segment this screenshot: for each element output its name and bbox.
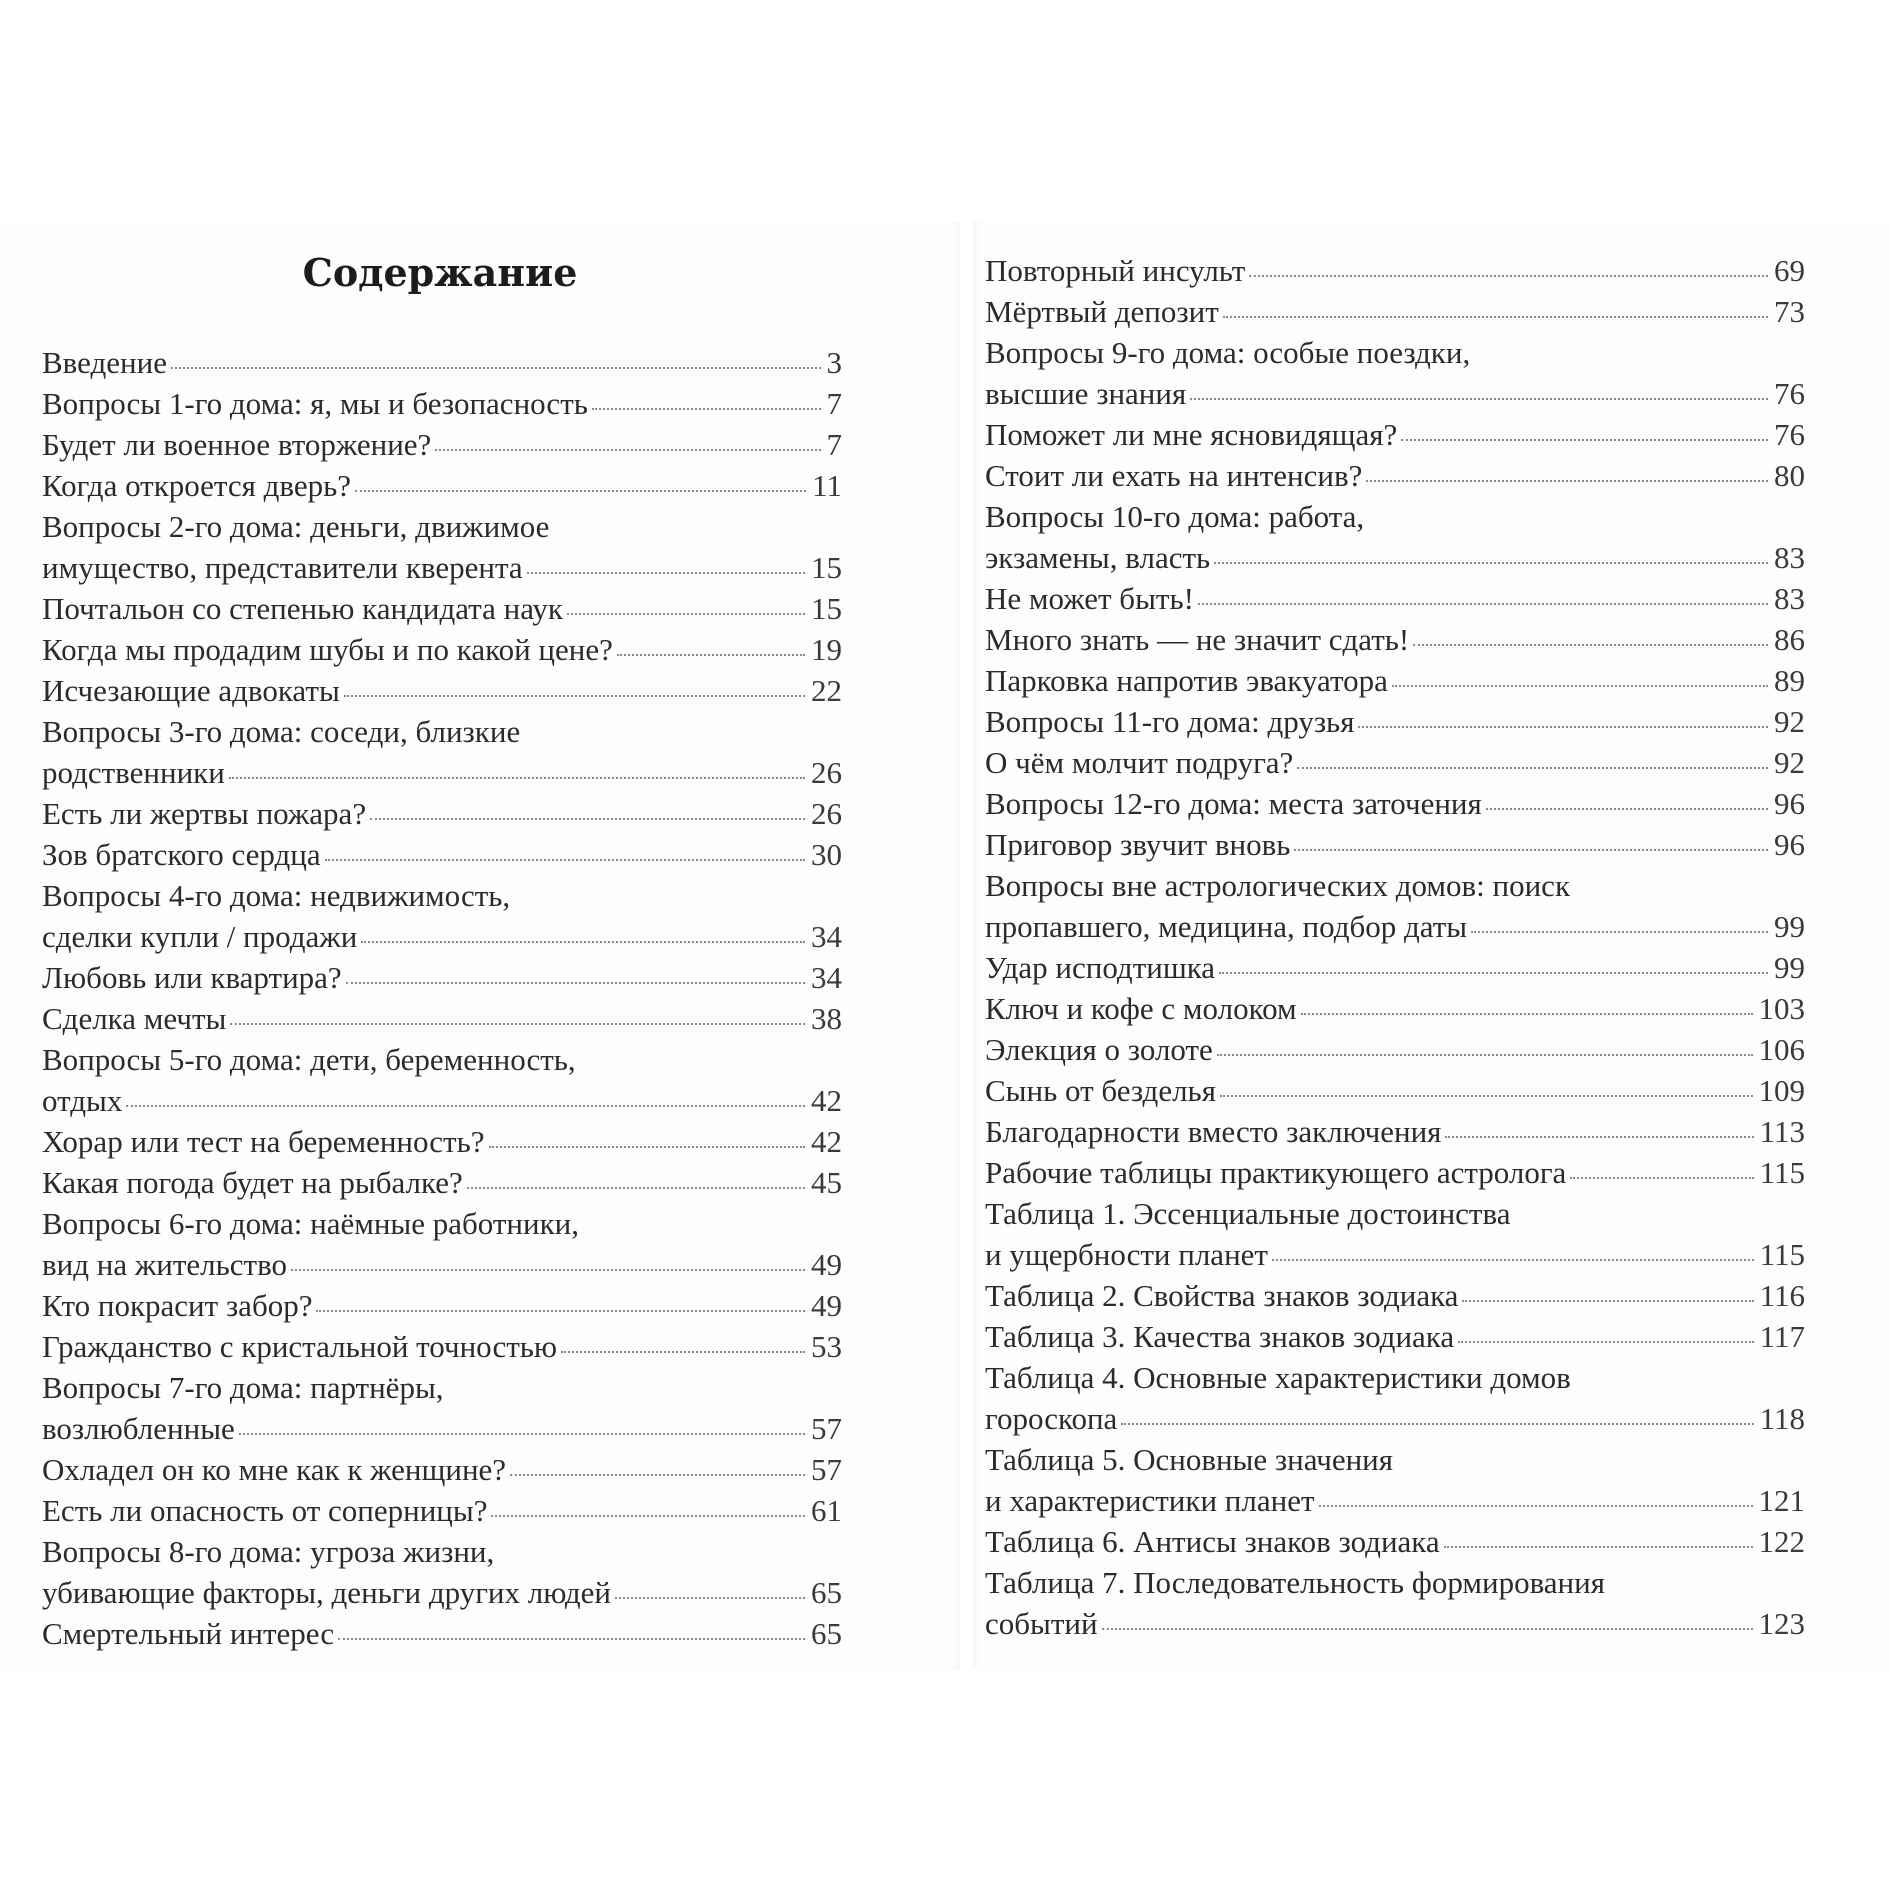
toc-entry-title: сделки купли / продажи — [42, 919, 358, 954]
toc-entry-page-number: 86 — [1774, 622, 1805, 657]
dot-leader — [344, 695, 805, 697]
toc-entry-page-number: 117 — [1759, 1319, 1805, 1354]
dot-leader — [491, 1515, 805, 1517]
toc-entry-page-number: 103 — [1758, 991, 1805, 1026]
toc-entry-line-last — [985, 947, 1805, 988]
toc-entry-title: Рабочие таблицы практикующего астролога — [985, 1155, 1567, 1190]
dot-leader — [527, 572, 805, 574]
toc-entry-line-last — [985, 783, 1805, 824]
dot-leader — [346, 982, 805, 984]
toc-entry-line-last — [985, 701, 1805, 742]
dot-leader — [126, 1105, 805, 1107]
toc-entry-line-last — [42, 1449, 842, 1490]
toc-entry-title: Вопросы 4-го дома: недвижимость, — [42, 878, 511, 913]
toc-entry-line-last — [42, 834, 842, 875]
dot-leader — [1249, 275, 1768, 277]
toc-entry-title: Будет ли военное вторжение? — [42, 427, 432, 462]
toc-entry — [42, 342, 842, 383]
toc-entry — [42, 998, 842, 1039]
toc-entry-title: Вопросы 1-го дома: я, мы и безопасность — [42, 386, 588, 421]
toc-entry — [42, 588, 842, 629]
toc-entry — [42, 1121, 842, 1162]
toc-entry-title: Вопросы 2-го дома: деньги, движимое — [42, 509, 550, 544]
dot-leader — [615, 1597, 805, 1599]
toc-entry-line-last — [42, 793, 842, 834]
toc-entry-title: возлюбленные — [42, 1411, 235, 1446]
toc-entry-page-number: 49 — [811, 1247, 842, 1282]
toc-entry-title: Таблица 4. Основные характеристики домов — [985, 1360, 1571, 1395]
toc-entry-line-last — [985, 250, 1805, 291]
dot-leader — [1223, 316, 1768, 318]
dot-leader — [1358, 726, 1768, 728]
toc-entry-title: отдых — [42, 1083, 123, 1118]
toc-entry-title: Гражданство с кристальной точностью — [42, 1329, 558, 1364]
toc-entry-line-last — [985, 660, 1805, 701]
toc-entry — [42, 629, 842, 670]
toc-entry — [42, 1613, 842, 1654]
toc-entry — [42, 1367, 842, 1449]
toc-entry-title: Много знать — не значит сдать! — [985, 622, 1410, 657]
dot-leader — [1486, 808, 1768, 810]
toc-entry-line-last — [42, 383, 842, 424]
toc-entry-page-number: 45 — [811, 1165, 842, 1200]
toc-entry-line-last — [42, 1162, 842, 1203]
toc-entry — [985, 1193, 1805, 1275]
toc-entry — [985, 414, 1805, 455]
dot-leader — [361, 941, 805, 943]
toc-entry-page-number: 34 — [811, 960, 842, 995]
toc-entry-line-last — [985, 1111, 1805, 1152]
toc-entry-title: убивающие факторы, деньги других людей — [42, 1575, 611, 1610]
toc-entry-line-last — [985, 1152, 1805, 1193]
dot-leader — [1445, 1136, 1753, 1138]
toc-entry-page-number: 7 — [826, 427, 842, 462]
toc-entry-line-last — [42, 1572, 842, 1613]
toc-title: Содержание — [302, 250, 578, 295]
toc-entry-line-last — [985, 578, 1805, 619]
toc-entry-line — [42, 1203, 842, 1244]
toc-entry-title: Вопросы 8-го дома: угроза жизни, — [42, 1534, 495, 1569]
toc-entry-page-number: 123 — [1758, 1606, 1805, 1641]
toc-entry-page-number: 80 — [1774, 458, 1805, 493]
toc-entry-title: и ущербности планет — [985, 1237, 1268, 1272]
dot-leader — [1392, 685, 1768, 687]
toc-entry-page-number: 76 — [1774, 417, 1805, 452]
toc-entry-page-number: 49 — [811, 1288, 842, 1323]
toc-entry — [985, 250, 1805, 291]
toc-entry-title: Таблица 7. Последовательность формирования — [985, 1565, 1605, 1600]
toc-entry-title: Зов братского сердца — [42, 837, 321, 872]
toc-entry-line-last — [985, 537, 1805, 578]
toc-entry-title: Парковка напротив эвакуатора — [985, 663, 1388, 698]
toc-entry-page-number: 57 — [811, 1452, 842, 1487]
toc-entry-title: Повторный инсульт — [985, 253, 1246, 288]
toc-entry-page-number: 65 — [811, 1616, 842, 1651]
toc-entry — [985, 455, 1805, 496]
toc-entry-line-last — [985, 414, 1805, 455]
toc-entry-line — [42, 711, 842, 752]
toc-entry-page-number: 99 — [1774, 950, 1805, 985]
toc-entry-line — [985, 496, 1805, 537]
toc-entry-title: Вопросы 5-го дома: дети, беременность, — [42, 1042, 576, 1077]
toc-entry-page-number: 57 — [811, 1411, 842, 1446]
toc-entry-title: Смертельный интерес — [42, 1616, 335, 1651]
dot-leader — [229, 777, 805, 779]
toc-list-right — [985, 250, 1805, 1644]
dot-leader — [1121, 1423, 1753, 1425]
dot-leader — [1219, 972, 1768, 974]
toc-entry-title: событий — [985, 1606, 1098, 1641]
toc-entry-title: Когда мы продадим шубы и по какой цене? — [42, 632, 613, 667]
toc-entry — [42, 1039, 842, 1121]
dot-leader — [1462, 1300, 1753, 1302]
dot-leader — [1217, 1054, 1753, 1056]
toc-entry-title: Введение — [42, 345, 167, 380]
toc-entry-title: Кто покрасит забор? — [42, 1288, 313, 1323]
toc-entry-line — [985, 865, 1805, 906]
toc-entry-line-last — [985, 1521, 1805, 1562]
toc-entry-title: гороскопа — [985, 1401, 1118, 1436]
toc-entry — [42, 834, 842, 875]
toc-entry — [42, 1203, 842, 1285]
toc-entry-title: Вопросы 10-го дома: работа, — [985, 499, 1365, 534]
toc-entry-title: родственники — [42, 755, 225, 790]
toc-entry-title: Вопросы вне астрологических домов: поиск — [985, 868, 1571, 903]
toc-entry — [42, 1326, 842, 1367]
dot-leader — [325, 859, 805, 861]
toc-entry-page-number: 15 — [811, 550, 842, 585]
toc-entry — [985, 1111, 1805, 1152]
toc-entry-page-number: 83 — [1774, 581, 1805, 616]
dot-leader — [1297, 767, 1768, 769]
toc-entry-page-number: 53 — [811, 1329, 842, 1364]
dot-leader — [1220, 1095, 1753, 1097]
toc-entry — [985, 578, 1805, 619]
toc-entry — [985, 824, 1805, 865]
toc-entry-title: Ключ и кофе с молоком — [985, 991, 1297, 1026]
toc-entry — [985, 783, 1805, 824]
toc-entry-line-last — [42, 1490, 842, 1531]
toc-entry — [985, 1029, 1805, 1070]
toc-entry — [985, 1070, 1805, 1111]
toc-entry-line-last — [985, 988, 1805, 1029]
toc-entry-line-last — [42, 629, 842, 670]
toc-entry-line-last — [985, 824, 1805, 865]
toc-entry — [985, 742, 1805, 783]
toc-entry — [985, 660, 1805, 701]
toc-entry-title: Таблица 2. Свойства знаков зодиака — [985, 1278, 1459, 1313]
toc-entry-page-number: 115 — [1759, 1155, 1805, 1190]
toc-entry-title: Сынь от безделья — [985, 1073, 1216, 1108]
toc-entry-title: Вопросы 6-го дома: наёмные работники, — [42, 1206, 580, 1241]
toc-entry-line-last — [985, 1029, 1805, 1070]
toc-entry-page-number: 11 — [812, 468, 842, 503]
dot-leader — [1190, 398, 1768, 400]
toc-entry-title: Сделка мечты — [42, 1001, 227, 1036]
toc-entry-page-number: 42 — [811, 1124, 842, 1159]
toc-entry-page-number: 42 — [811, 1083, 842, 1118]
toc-entry — [985, 496, 1805, 578]
toc-entry-page-number: 19 — [811, 632, 842, 667]
dot-leader — [230, 1023, 805, 1025]
toc-entry-title: Таблица 1. Эссенциальные достоинства — [985, 1196, 1511, 1231]
toc-entry-page-number: 96 — [1774, 786, 1805, 821]
toc-entry-line — [42, 506, 842, 547]
toc-entry-page-number: 96 — [1774, 827, 1805, 862]
toc-entry-line-last — [985, 1398, 1805, 1439]
dot-leader — [489, 1146, 806, 1148]
toc-entry-title: имущество, представители кверента — [42, 550, 523, 585]
toc-entry — [42, 1285, 842, 1326]
dot-leader — [171, 367, 821, 369]
toc-entry — [985, 291, 1805, 332]
dot-leader — [561, 1351, 805, 1353]
toc-entry-page-number: 30 — [811, 837, 842, 872]
toc-entry-page-number: 22 — [811, 673, 842, 708]
toc-entry-page-number: 115 — [1759, 1237, 1805, 1272]
toc-entry — [42, 1162, 842, 1203]
toc-entry-title: Исчезающие адвокаты — [42, 673, 340, 708]
toc-entry — [985, 1357, 1805, 1439]
toc-entry-line — [985, 1193, 1805, 1234]
toc-entry-line-last — [42, 670, 842, 711]
toc-entry-title: Охладел он ко мне как к женщине? — [42, 1452, 507, 1487]
toc-entry-page-number: 69 — [1774, 253, 1805, 288]
toc-entry-page-number: 106 — [1758, 1032, 1805, 1067]
dot-leader — [1444, 1546, 1753, 1548]
toc-entry-page-number: 121 — [1758, 1483, 1805, 1518]
toc-entry — [985, 1439, 1805, 1521]
dot-leader — [1102, 1628, 1753, 1630]
toc-entry-page-number: 3 — [826, 345, 842, 380]
toc-entry-line-last — [985, 906, 1805, 947]
toc-entry-line — [985, 1357, 1805, 1398]
toc-entry-line-last — [42, 1408, 842, 1449]
toc-entry-line-last — [42, 916, 842, 957]
toc-entry-title: О чём молчит подруга? — [985, 745, 1294, 780]
toc-entry-title: Удар исподтишка — [985, 950, 1216, 985]
toc-list-left — [42, 342, 842, 1654]
toc-entry — [985, 1152, 1805, 1193]
toc-entry-page-number: 15 — [811, 591, 842, 626]
toc-entry-line-last — [985, 455, 1805, 496]
toc-entry — [42, 793, 842, 834]
toc-entry-line-last — [42, 998, 842, 1039]
toc-entry — [985, 988, 1805, 1029]
toc-entry-line-last — [42, 752, 842, 793]
toc-entry-title: Благодарности вместо заключения — [985, 1114, 1442, 1149]
toc-entry-line-last — [42, 1080, 842, 1121]
toc-entry-title: Приговор звучит вновь — [985, 827, 1291, 862]
dot-leader — [370, 818, 805, 820]
dot-leader — [1301, 1013, 1753, 1015]
dot-leader — [510, 1474, 805, 1476]
toc-entry-page-number: 7 — [826, 386, 842, 421]
toc-entry-page-number: 76 — [1774, 376, 1805, 411]
dot-leader — [592, 408, 821, 410]
toc-entry — [985, 619, 1805, 660]
toc-entry-page-number: 118 — [1759, 1401, 1805, 1436]
toc-entry — [42, 1490, 842, 1531]
dot-leader — [1198, 603, 1768, 605]
dot-leader — [239, 1433, 805, 1435]
toc-entry-line-last — [985, 373, 1805, 414]
toc-entry — [985, 1521, 1805, 1562]
toc-entry-page-number: 89 — [1774, 663, 1805, 698]
dot-leader — [1413, 644, 1768, 646]
toc-entry-line-last — [985, 1316, 1805, 1357]
dot-leader — [338, 1638, 805, 1640]
toc-entry-page-number: 92 — [1774, 704, 1805, 739]
toc-entry-title: Вопросы 9-го дома: особые поездки, — [985, 335, 1471, 370]
toc-entry-title: Вопросы 3-го дома: соседи, близкие — [42, 714, 521, 749]
toc-entry-line-last — [985, 619, 1805, 660]
toc-entry-title: Таблица 3. Качества знаков зодиака — [985, 1319, 1455, 1354]
dot-leader — [291, 1269, 805, 1271]
toc-entry-title: Поможет ли мне ясновидящая? — [985, 417, 1398, 452]
toc-entry-page-number: 73 — [1774, 294, 1805, 329]
toc-entry-page-number: 113 — [1759, 1114, 1805, 1149]
toc-entry — [42, 957, 842, 998]
toc-entry — [985, 332, 1805, 414]
toc-entry — [42, 383, 842, 424]
toc-entry — [42, 506, 842, 588]
toc-entry-title: и характеристики планет — [985, 1483, 1315, 1518]
toc-entry — [985, 865, 1805, 947]
toc-entry-line-last — [42, 1285, 842, 1326]
toc-entry-page-number: 99 — [1774, 909, 1805, 944]
toc-entry-title: Стоит ли ехать на интенсив? — [985, 458, 1363, 493]
toc-entry-line-last — [985, 1275, 1805, 1316]
toc-entry-title: Есть ли жертвы пожара? — [42, 796, 367, 831]
dot-leader — [1401, 439, 1768, 441]
toc-entry-title: Вопросы 7-го дома: партнёры, — [42, 1370, 444, 1405]
toc-entry — [42, 424, 842, 465]
toc-entry-page-number: 38 — [811, 1001, 842, 1036]
dot-leader — [467, 1187, 805, 1189]
toc-entry-page-number: 83 — [1774, 540, 1805, 575]
toc-entry-line-last — [985, 1234, 1805, 1275]
dot-leader — [435, 449, 820, 451]
toc-entry — [985, 947, 1805, 988]
toc-entry-title: Вопросы 12-го дома: места заточения — [985, 786, 1482, 821]
toc-entry-line-last — [42, 957, 842, 998]
dot-leader — [1458, 1341, 1753, 1343]
dot-leader — [1294, 849, 1768, 851]
toc-entry-line — [42, 1531, 842, 1572]
toc-entry-line-last — [42, 465, 842, 506]
dot-leader — [1366, 480, 1768, 482]
dot-leader — [355, 490, 806, 492]
toc-entry-line-last — [985, 742, 1805, 783]
toc-entry-line-last — [42, 342, 842, 383]
toc-entry-title: Почтальон со степенью кандидата наук — [42, 591, 563, 626]
toc-entry — [985, 1275, 1805, 1316]
toc-entry-line — [985, 1439, 1805, 1480]
dot-leader — [316, 1310, 805, 1312]
toc-entry-title: Вопросы 11-го дома: друзья — [985, 704, 1355, 739]
toc-entry — [42, 465, 842, 506]
toc-entry-title: Любовь или квартира? — [42, 960, 342, 995]
toc-entry-page-number: 61 — [811, 1493, 842, 1528]
toc-entry-title: Таблица 5. Основные значения — [985, 1442, 1394, 1477]
toc-entry-line — [42, 875, 842, 916]
dot-leader — [617, 654, 805, 656]
toc-entry-page-number: 26 — [811, 796, 842, 831]
toc-entry-line — [42, 1367, 842, 1408]
toc-entry-page-number: 26 — [811, 755, 842, 790]
toc-entry-page-number: 92 — [1774, 745, 1805, 780]
toc-entry-line-last — [985, 1603, 1805, 1644]
toc-entry-title: Не может быть! — [985, 581, 1194, 616]
toc-entry-line-last — [42, 1326, 842, 1367]
toc-entry-line-last — [42, 547, 842, 588]
toc-entry — [42, 1449, 842, 1490]
toc-entry-line — [42, 1039, 842, 1080]
toc-entry-line-last — [985, 1480, 1805, 1521]
toc-entry-line-last — [42, 1244, 842, 1285]
toc-entry-title: высшие знания — [985, 376, 1187, 411]
dot-leader — [567, 613, 805, 615]
toc-entry-line-last — [42, 424, 842, 465]
toc-entry-line — [985, 1562, 1805, 1603]
toc-entry-title: Элекция о золоте — [985, 1032, 1213, 1067]
dot-leader — [1319, 1505, 1753, 1507]
dot-leader — [1272, 1259, 1754, 1261]
toc-entry — [42, 670, 842, 711]
toc-entry-title: Когда откроется дверь? — [42, 468, 352, 503]
toc-entry — [985, 1562, 1805, 1644]
toc-entry-page-number: 116 — [1759, 1278, 1805, 1313]
toc-entry-title: Хорар или тест на беременность? — [42, 1124, 485, 1159]
dot-leader — [1214, 562, 1768, 564]
toc-entry-line-last — [42, 1121, 842, 1162]
toc-entry-title: экзамены, власть — [985, 540, 1211, 575]
toc-entry-title: пропавшего, медицина, подбор даты — [985, 909, 1468, 944]
dot-leader — [1570, 1177, 1753, 1179]
toc-entry-title: Мёртвый депозит — [985, 294, 1219, 329]
toc-entry-title: Есть ли опасность от соперницы? — [42, 1493, 488, 1528]
toc-entry-page-number: 122 — [1758, 1524, 1805, 1559]
toc-entry — [42, 711, 842, 793]
toc-entry-title: вид на жительство — [42, 1247, 288, 1282]
toc-entry-line — [985, 332, 1805, 373]
toc-entry-line-last — [42, 588, 842, 629]
toc-entry-page-number: 34 — [811, 919, 842, 954]
toc-entry — [985, 701, 1805, 742]
toc-entry — [42, 875, 842, 957]
dot-leader — [1471, 931, 1768, 933]
toc-entry — [42, 1531, 842, 1613]
toc-entry-page-number: 109 — [1758, 1073, 1805, 1108]
toc-entry-line-last — [42, 1613, 842, 1654]
toc-entry-title: Таблица 6. Антисы знаков зодиака — [985, 1524, 1440, 1559]
toc-entry-line-last — [985, 1070, 1805, 1111]
toc-entry-page-number: 65 — [811, 1575, 842, 1610]
toc-entry-title: Какая погода будет на рыбалке? — [42, 1165, 463, 1200]
toc-entry — [985, 1316, 1805, 1357]
toc-entry-line-last — [985, 291, 1805, 332]
